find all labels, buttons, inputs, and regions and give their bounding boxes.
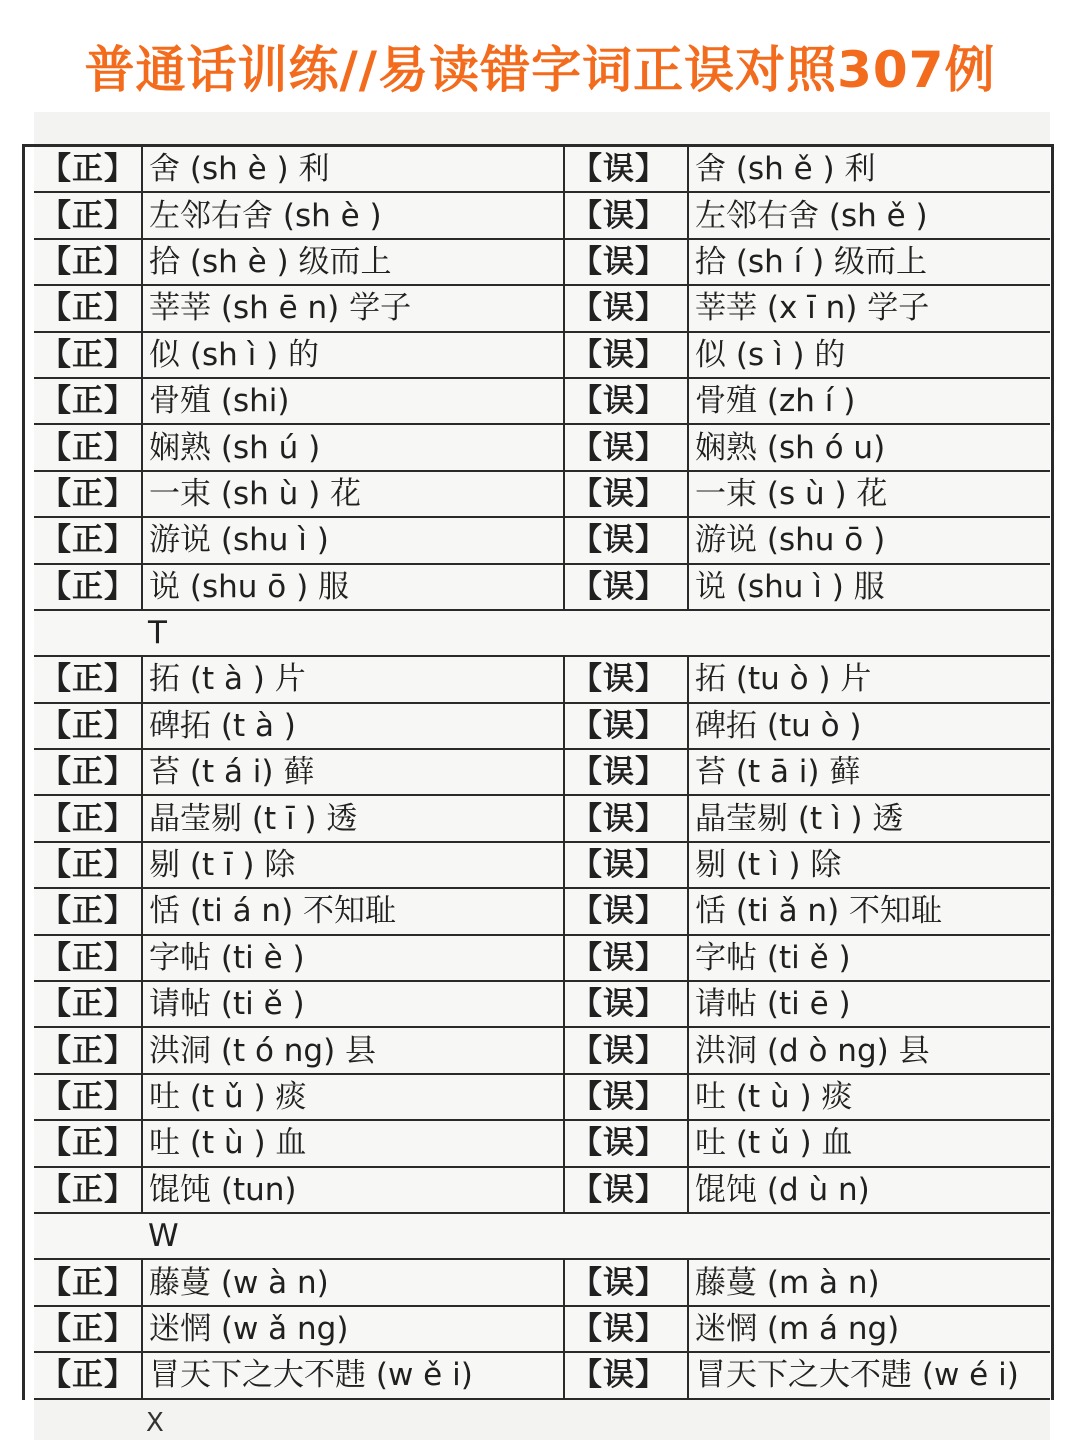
wrong-label: 【误】 [564, 795, 688, 841]
correct-label: 【正】 [34, 795, 142, 841]
wrong-reading: 冒天下之大不韪 (w é i) [688, 1352, 1050, 1398]
wrong-reading: 恬 (ti ǎ n) 不知耻 [688, 888, 1050, 934]
wrong-label: 【误】 [564, 1074, 688, 1120]
table-frame [22, 144, 1054, 1400]
correct-reading: 说 (shu ō ) 服 [142, 564, 564, 610]
correct-reading: 吐 (t ù ) 血 [142, 1120, 564, 1166]
wrong-label: 【误】 [564, 471, 688, 517]
wrong-reading: 舍 (sh ě ) 利 [688, 146, 1050, 192]
correct-label: 【正】 [34, 842, 142, 888]
correct-label: 【正】 [34, 1259, 142, 1305]
section-letter: W [142, 1213, 1050, 1259]
wrong-label: 【误】 [564, 285, 688, 331]
wrong-reading: 娴熟 (sh ó u) [688, 424, 1050, 470]
wrong-reading: 一束 (s ù ) 花 [688, 471, 1050, 517]
correct-label: 【正】 [34, 981, 142, 1027]
wrong-label: 【误】 [564, 239, 688, 285]
wrong-reading: 说 (shu ì ) 服 [688, 564, 1050, 610]
correct-reading: 馄饨 (tun) [142, 1167, 564, 1213]
wrong-label: 【误】 [564, 842, 688, 888]
correct-label: 【正】 [34, 1120, 142, 1166]
wrong-label: 【误】 [564, 1352, 688, 1398]
wrong-reading: 请帖 (ti ē ) [688, 981, 1050, 1027]
wrong-reading: 迷惘 (m á ng) [688, 1306, 1050, 1352]
wrong-reading: 馄饨 (d ù n) [688, 1167, 1050, 1213]
correct-reading: 一束 (sh ù ) 花 [142, 471, 564, 517]
wrong-label: 【误】 [564, 656, 688, 702]
wrong-reading: 拓 (tu ò ) 片 [688, 656, 1050, 702]
wrong-label: 【误】 [564, 749, 688, 795]
wrong-reading: 似 (s ì ) 的 [688, 332, 1050, 378]
wrong-reading: 碑拓 (tu ò ) [688, 703, 1050, 749]
wrong-reading: 游说 (shu ō ) [688, 517, 1050, 563]
correct-reading: 娴熟 (sh ú ) [142, 424, 564, 470]
correct-reading: 剔 (t ī ) 除 [142, 842, 564, 888]
correct-reading: 晶莹剔 (t ī ) 透 [142, 795, 564, 841]
correct-reading: 似 (sh ì ) 的 [142, 332, 564, 378]
wrong-reading: 吐 (t ù ) 痰 [688, 1074, 1050, 1120]
wrong-label: 【误】 [564, 703, 688, 749]
wrong-label: 【误】 [564, 981, 688, 1027]
wrong-reading: 剔 (t ì ) 除 [688, 842, 1050, 888]
wrong-reading: 吐 (t ǔ ) 血 [688, 1120, 1050, 1166]
correct-label: 【正】 [34, 749, 142, 795]
correct-reading: 莘莘 (sh ē n) 学子 [142, 285, 564, 331]
section-letter-x: X [146, 1408, 164, 1438]
correct-label: 【正】 [34, 564, 142, 610]
wrong-label: 【误】 [564, 1027, 688, 1073]
correct-label: 【正】 [34, 1306, 142, 1352]
correct-label: 【正】 [34, 935, 142, 981]
wrong-label: 【误】 [564, 935, 688, 981]
wrong-reading: 左邻右舍 (sh ě ) [688, 192, 1050, 238]
section-letter: T [142, 610, 1050, 656]
correct-reading: 拾 (sh è ) 级而上 [142, 239, 564, 285]
correct-reading: 字帖 (ti è ) [142, 935, 564, 981]
correct-reading: 洪洞 (t ó ng) 县 [142, 1027, 564, 1073]
wrong-label: 【误】 [564, 1167, 688, 1213]
correct-label: 【正】 [34, 1352, 142, 1398]
correct-reading: 请帖 (ti ě ) [142, 981, 564, 1027]
wrong-reading: 洪洞 (d ò ng) 县 [688, 1027, 1050, 1073]
correct-reading: 冒天下之大不韪 (w ě i) [142, 1352, 564, 1398]
wrong-reading: 苔 (t ā i) 藓 [688, 749, 1050, 795]
wrong-reading: 拾 (sh í ) 级而上 [688, 239, 1050, 285]
correct-reading: 左邻右舍 (sh è ) [142, 192, 564, 238]
correct-reading: 吐 (t ǔ ) 痰 [142, 1074, 564, 1120]
correct-label: 【正】 [34, 285, 142, 331]
correct-label: 【正】 [34, 471, 142, 517]
wrong-label: 【误】 [564, 146, 688, 192]
wrong-reading: 藤蔓 (m à n) [688, 1259, 1050, 1305]
correct-label: 【正】 [34, 1167, 142, 1213]
correct-reading: 苔 (t á i) 藓 [142, 749, 564, 795]
correct-label: 【正】 [34, 888, 142, 934]
wrong-label: 【误】 [564, 192, 688, 238]
wrong-label: 【误】 [564, 564, 688, 610]
wrong-label: 【误】 [564, 517, 688, 563]
correct-reading: 恬 (ti á n) 不知耻 [142, 888, 564, 934]
correct-reading: 碑拓 (t à ) [142, 703, 564, 749]
correct-reading: 游说 (shu ì ) [142, 517, 564, 563]
wrong-reading: 晶莹剔 (t ì ) 透 [688, 795, 1050, 841]
wrong-label: 【误】 [564, 888, 688, 934]
wrong-reading: 骨殖 (zh í ) [688, 378, 1050, 424]
correct-label: 【正】 [34, 378, 142, 424]
wrong-label: 【误】 [564, 378, 688, 424]
correct-label: 【正】 [34, 1074, 142, 1120]
correct-label: 【正】 [34, 146, 142, 192]
correct-label: 【正】 [34, 656, 142, 702]
correct-label: 【正】 [34, 239, 142, 285]
wrong-label: 【误】 [564, 424, 688, 470]
correct-label: 【正】 [34, 332, 142, 378]
correct-label: 【正】 [34, 424, 142, 470]
wrong-reading: 字帖 (ti ě ) [688, 935, 1050, 981]
correct-label: 【正】 [34, 703, 142, 749]
wrong-label: 【误】 [564, 1120, 688, 1166]
correct-reading: 舍 (sh è ) 利 [142, 146, 564, 192]
wrong-reading: 莘莘 (x ī n) 学子 [688, 285, 1050, 331]
wrong-label: 【误】 [564, 1306, 688, 1352]
correct-reading: 骨殖 (shi) [142, 378, 564, 424]
correct-label: 【正】 [34, 517, 142, 563]
correct-reading: 拓 (t à ) 片 [142, 656, 564, 702]
correct-reading: 藤蔓 (w à n) [142, 1259, 564, 1305]
correct-label: 【正】 [34, 1027, 142, 1073]
wrong-label: 【误】 [564, 1259, 688, 1305]
correct-label: 【正】 [34, 192, 142, 238]
correct-reading: 迷惘 (w ǎ ng) [142, 1306, 564, 1352]
wrong-label: 【误】 [564, 332, 688, 378]
page-title: 普通话训练//易读错字词正误对照307例 [84, 41, 996, 99]
